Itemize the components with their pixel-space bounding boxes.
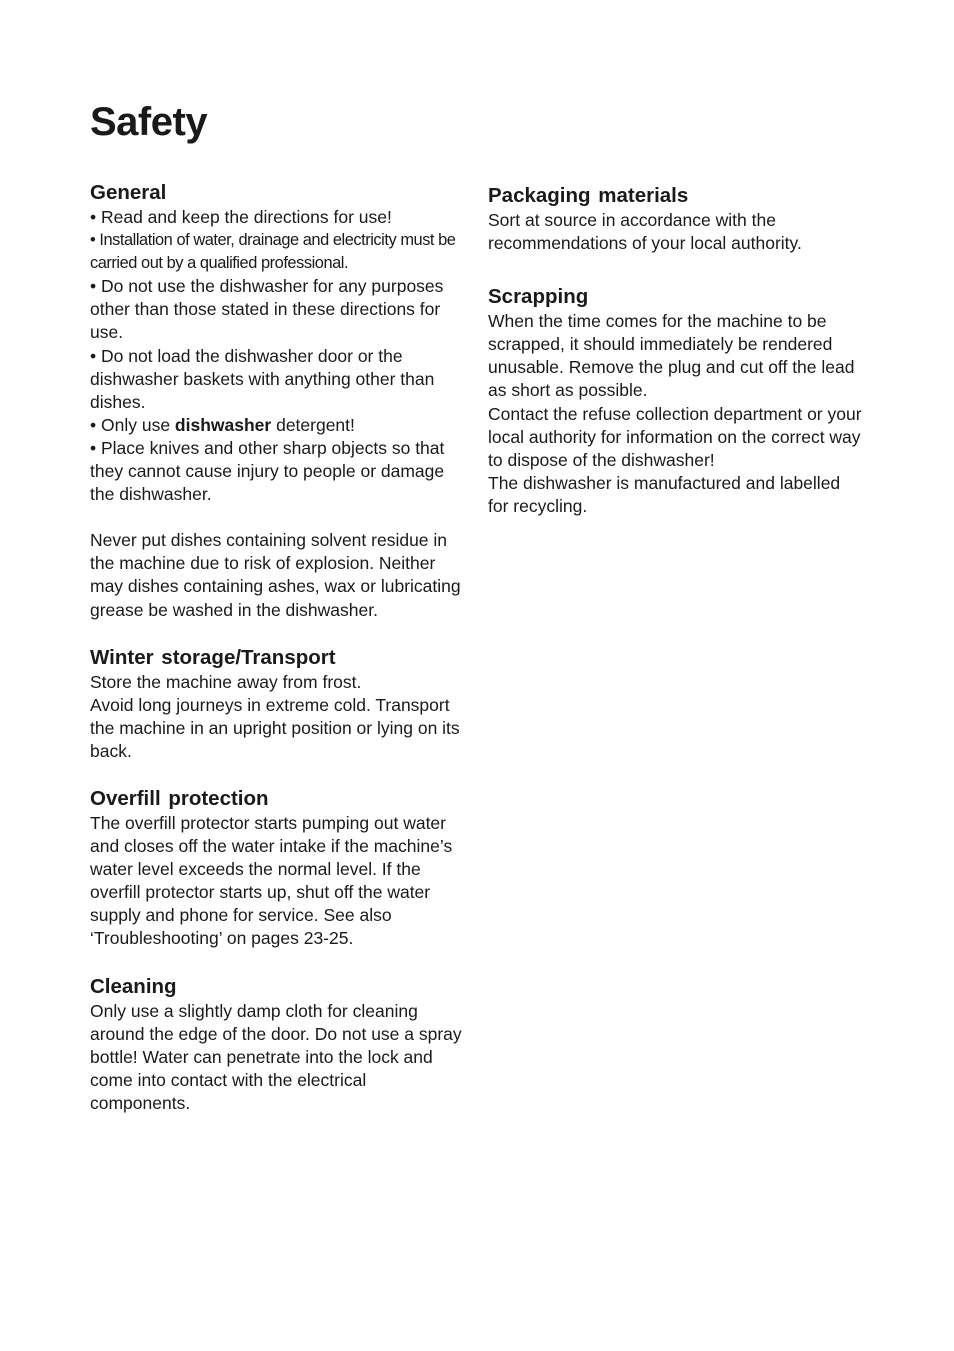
general-bullet-read: • Read and keep the directions for use!	[90, 207, 392, 227]
right-column	[488, 183, 863, 541]
section-overfill	[90, 786, 465, 951]
general-bullet-installation: • Installation of water, drainage and electricity must be carried out by a qualified professional.	[90, 231, 456, 273]
detergent-bold: dishwasher	[174, 414, 272, 435]
section-packaging	[488, 183, 863, 255]
winter-line2: Avoid long journeys in extreme cold. Transport the machine in an upright position or lying on its back.	[90, 694, 460, 761]
general-heading: General	[90, 181, 167, 204]
overfill-heading: Overfill protection	[90, 786, 269, 810]
packaging-text: Sort at source in accordance with the recommendations of your local authority.	[488, 210, 802, 254]
cleaning-heading: Cleaning	[90, 974, 177, 998]
section-general	[90, 180, 465, 622]
section-cleaning	[90, 974, 465, 1115]
general-bullet-purpose: • Do not use the dishwasher for any purposes other than those stated in these directions for use.	[90, 276, 444, 343]
cleaning-text: Only use a slightly damp cloth for cleaning around the edge of the door. Do not use a spray bottle! Water can penetrate into the lock and come into contact with the electrical components.	[90, 1000, 462, 1113]
general-solvent-warning: Never put dishes containing solvent residue in the machine due to risk of explosion. Neither may dishes containing ashes, wax or lubricating grease be washed in the dishwasher.	[90, 530, 461, 620]
page-title: Safety	[90, 100, 208, 144]
general-bullet-detergent	[90, 414, 465, 437]
winter-line1: Store the machine away from frost.	[90, 671, 362, 692]
general-bullet-knives: • Place knives and other sharp objects so that they cannot cause injury to people or damage the dishwasher.	[90, 437, 445, 505]
general-bullet-loading: • Do not load the dishwasher door or the dishwasher baskets with anything other than dishes.	[90, 345, 435, 412]
detergent-suffix: detergent!	[271, 414, 355, 435]
paragraph-gap	[90, 506, 465, 529]
packaging-heading: Packaging materials	[488, 184, 689, 207]
scrapping-text1: When the time comes for the machine to be scrapped, it should immediately be rendered unusable. Remove the plug and cut off the lead as short as possible.	[488, 311, 855, 401]
scrapping-text2: Contact the refuse collection department or your local authority for information on the correct way to dispose of the dishwasher!	[488, 403, 862, 470]
left-column	[90, 180, 465, 1138]
section-scrapping	[488, 284, 863, 518]
scrapping-text3: The dishwasher is manufactured and labelled for recycling.	[488, 472, 841, 516]
winter-heading: Winter storage/Transport	[90, 645, 336, 669]
detergent-prefix: • Only use	[90, 414, 175, 435]
overfill-text: The overfill protector starts pumping out water and closes off the water intake if the machine’s water level exceeds the normal level. If the overfill protector starts up, shut off the water supply and phone for service. See also ‘Troubleshooting’ on pages 23-25.	[90, 812, 453, 949]
scrapping-heading: Scrapping	[488, 285, 589, 309]
section-winter	[90, 645, 465, 763]
